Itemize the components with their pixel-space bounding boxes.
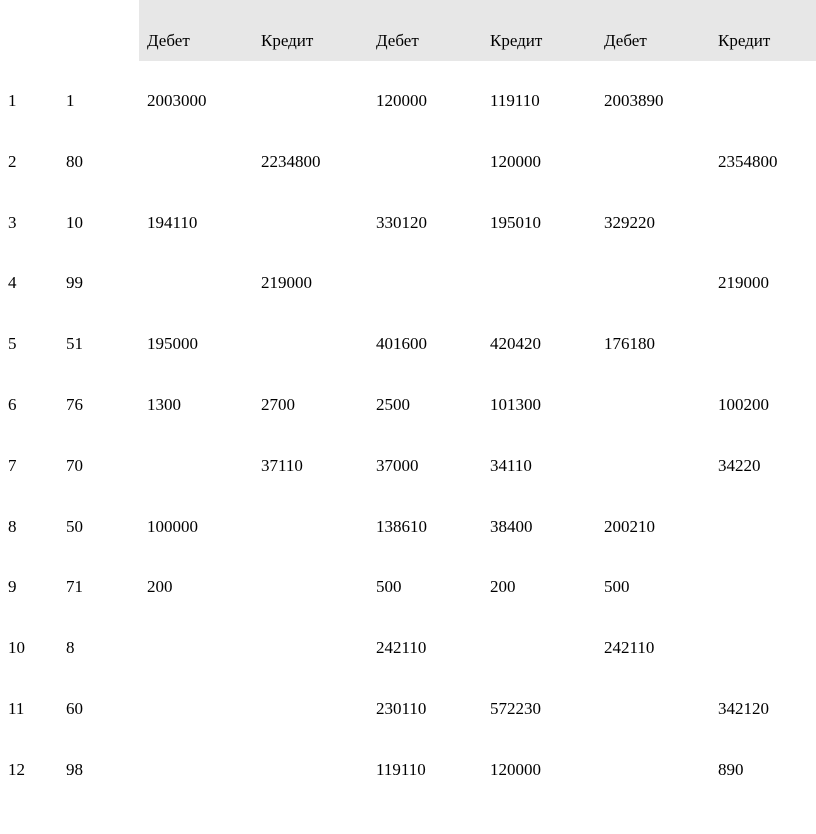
table-row xyxy=(0,699,816,760)
table-cell: 2003000 xyxy=(147,91,207,110)
table-cell: 100200 xyxy=(718,395,769,414)
table-cell: 219000 xyxy=(261,273,312,293)
table-cell: 2700 xyxy=(261,395,295,414)
header-cell-debit-2: Дебет xyxy=(376,31,419,50)
table-cell: 7 xyxy=(8,455,17,475)
header-cell-credit-3: Кредит xyxy=(718,31,771,50)
table-cell: 50 xyxy=(66,516,83,536)
table-cell: 195000 xyxy=(147,334,198,354)
table-cell: 99 xyxy=(66,273,83,293)
table-row xyxy=(0,91,816,152)
table-cell: 2354800 xyxy=(718,151,778,171)
table-cell: 176180 xyxy=(604,334,655,354)
table-cell: 138610 xyxy=(376,516,427,536)
table-cell: 120000 xyxy=(376,91,427,110)
table-cell: 242110 xyxy=(604,638,655,658)
table-header-band xyxy=(139,0,816,61)
table-row xyxy=(0,577,816,638)
table-cell: 572230 xyxy=(490,699,541,718)
table-cell: 8 xyxy=(8,516,17,536)
table-cell: 12 xyxy=(8,759,25,779)
table-cell: 101300 xyxy=(490,395,541,414)
table-row xyxy=(0,760,816,821)
table-cell: 11 xyxy=(8,699,25,718)
table-cell: 219000 xyxy=(718,273,769,293)
table-cell: 2003890 xyxy=(604,91,664,110)
table-cell: 2 xyxy=(8,151,17,171)
header-cell-credit-2: Кредит xyxy=(490,31,543,50)
table-row xyxy=(0,456,816,517)
table-cell: 195010 xyxy=(490,212,541,232)
table-cell: 120000 xyxy=(490,151,541,171)
table-cell: 200 xyxy=(147,577,173,597)
table-cell: 6 xyxy=(8,395,17,414)
table-cell: 76 xyxy=(66,395,83,414)
table-cell: 230110 xyxy=(376,699,427,718)
table-cell: 119110 xyxy=(490,91,540,110)
table-cell: 120000 xyxy=(490,759,541,779)
table-cell: 34220 xyxy=(718,455,761,475)
table-row xyxy=(0,213,816,274)
table-cell: 1300 xyxy=(147,395,181,414)
table-cell: 100000 xyxy=(147,516,198,536)
table-cell: 80 xyxy=(66,151,83,171)
table-cell: 2234800 xyxy=(261,151,321,171)
table-cell: 71 xyxy=(66,577,83,597)
table-cell: 3 xyxy=(8,212,17,232)
table-cell: 10 xyxy=(8,638,25,658)
table-cell: 500 xyxy=(376,577,402,597)
table-row xyxy=(0,334,816,395)
table-cell: 37000 xyxy=(376,455,419,475)
table-cell: 9 xyxy=(8,577,17,597)
table-cell: 70 xyxy=(66,455,83,475)
table-row xyxy=(0,273,816,334)
header-cell-debit-3: Дебет xyxy=(604,31,647,50)
header-cell-debit-1: Дебет xyxy=(147,31,190,50)
table-cell: 119110 xyxy=(376,759,426,779)
table-row xyxy=(0,517,816,578)
table-cell: 37110 xyxy=(261,455,303,475)
table-cell: 890 xyxy=(718,759,744,779)
table-cell: 38400 xyxy=(490,516,533,536)
table-cell: 194110 xyxy=(147,212,198,232)
table-cell: 4 xyxy=(8,273,17,293)
table-cell: 10 xyxy=(66,212,83,232)
table-cell: 500 xyxy=(604,577,630,597)
table-cell: 200210 xyxy=(604,516,655,536)
table-cell: 420420 xyxy=(490,334,541,354)
table-cell: 242110 xyxy=(376,638,427,658)
table-row xyxy=(0,638,816,699)
table-cell: 330120 xyxy=(376,212,427,232)
table-row xyxy=(0,395,816,456)
table-cell: 34110 xyxy=(490,455,532,475)
table-cell: 98 xyxy=(66,759,83,779)
table-cell: 401600 xyxy=(376,334,427,354)
table-row xyxy=(0,152,816,213)
table-cell: 1 xyxy=(8,91,17,110)
table-cell: 329220 xyxy=(604,212,655,232)
header-cell-credit-1: Кредит xyxy=(261,31,314,50)
table-cell: 2500 xyxy=(376,395,410,414)
table-cell: 1 xyxy=(66,91,75,110)
table-cell: 5 xyxy=(8,334,17,354)
table-cell: 51 xyxy=(66,334,83,354)
table-cell: 200 xyxy=(490,577,516,597)
table-cell: 8 xyxy=(66,638,75,658)
table-cell: 60 xyxy=(66,699,83,718)
table-cell: 342120 xyxy=(718,699,769,718)
